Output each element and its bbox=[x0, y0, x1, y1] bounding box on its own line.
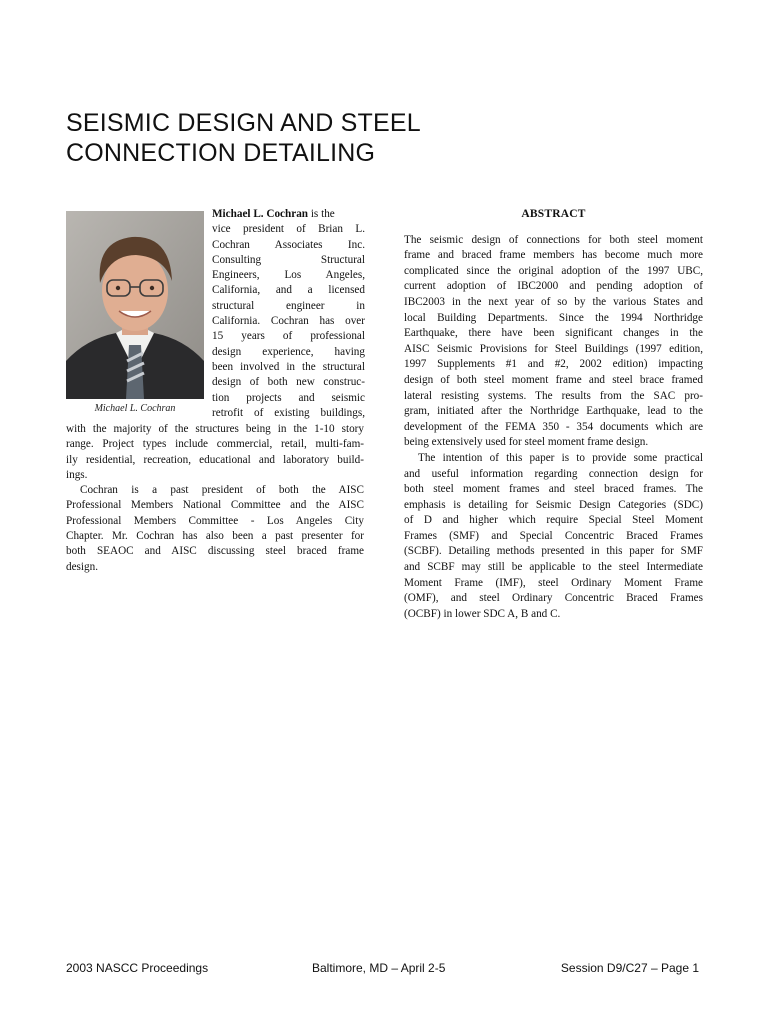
bio-line: Professional Members National Committee and the AISC bbox=[66, 499, 364, 512]
abstract-line: (OMF), and steel Ordinary Concentric Braced Frames bbox=[404, 592, 703, 605]
abstract-line: local Building Departments. Since the 1994 Northridge bbox=[404, 311, 703, 324]
abstract-line: emphasis is detailing for Seismic Design Categories (SDC) bbox=[404, 498, 703, 511]
bio-line: Consulting Structural bbox=[212, 253, 365, 266]
abstract-line: lateral resisting systems. The results from the SAC pro- bbox=[404, 389, 703, 402]
bio-line: Michael L. Cochran is the bbox=[212, 208, 335, 220]
abstract-line: development of the FEMA 350 - 354 documents which are bbox=[404, 420, 703, 433]
footer-location: Baltimore, MD – April 2-5 bbox=[312, 961, 446, 975]
abstract-line: of D and higher which require Special Steel Moment bbox=[404, 514, 703, 527]
bio-line: Professional Members Committee - Los Angeles City bbox=[66, 514, 364, 527]
bio-line: structural engineer in bbox=[212, 299, 365, 312]
abstract-line: both steel moment frames and steel braced frames. The bbox=[404, 483, 703, 496]
bio-line: California, and a licensed bbox=[212, 284, 365, 297]
abstract-line: Earthquake, there have been significant changes in the bbox=[404, 327, 703, 340]
bio-line: 15 years of professional bbox=[212, 330, 365, 343]
author-name: Michael L. Cochran bbox=[212, 208, 309, 220]
abstract-line: and SCBF may still be applicable to the steel Intermediate bbox=[404, 561, 703, 574]
abstract-line: IBC2003 in the next year of so by the various States and bbox=[404, 295, 703, 308]
bio-line: with the majority of the structures being in the 1-10 story bbox=[66, 423, 364, 435]
bio-line: tion projects and seismic bbox=[212, 391, 365, 404]
footer-proceedings: 2003 NASCC Proceedings bbox=[66, 961, 209, 975]
footer-session-page: Session D9/C27 – Page 1 bbox=[560, 961, 699, 975]
page-footer bbox=[66, 961, 699, 977]
abstract-line: gram, initiated after the Northridge Earthquake, lead to the bbox=[404, 405, 703, 418]
abstract-line: AISC Seismic Provisions for Steel Buildings (1997 edition, bbox=[404, 342, 703, 355]
bio-line: design experience, having bbox=[212, 345, 365, 358]
abstract-line: and useful information regarding connection design for bbox=[404, 467, 703, 480]
abstract-line: (SCBF). Detailing methods presented in this paper for SMF bbox=[404, 545, 703, 558]
bio-line: design of both new construc- bbox=[212, 376, 365, 389]
abstract-line: Moment Frame (IMF), steel Ordinary Moment Frame bbox=[404, 576, 703, 589]
bio-line: range. Project types include commercial, retail, multi-fam- bbox=[66, 438, 364, 451]
abstract-line: (OCBF) in lower SDC A, B and C. bbox=[404, 607, 561, 620]
title-line: CONNECTION DETAILING bbox=[66, 139, 376, 167]
abstract-line: The seismic design of connections for both steel moment bbox=[404, 233, 703, 246]
bio-line: retrofit of existing buildings, bbox=[212, 406, 365, 419]
abstract-line: The intention of this paper is to provide some practical bbox=[418, 451, 703, 464]
bio-line: Engineers, Los Angeles, bbox=[212, 269, 365, 282]
abstract-line: 1997 Supplements #1 and #2, 2002 edition) impacting bbox=[404, 358, 703, 371]
abstract-line: complicated since the original adoption of the 1997 UBC, bbox=[404, 264, 703, 277]
bio-line: California. Cochran has over bbox=[212, 315, 365, 328]
bio-line: design. bbox=[66, 560, 99, 573]
bio-line: Cochran Associates Inc. bbox=[212, 238, 365, 251]
author-bio-full bbox=[66, 422, 364, 575]
abstract-heading: ABSTRACT bbox=[521, 208, 586, 220]
author-photo-block bbox=[66, 211, 204, 414]
bio-line: been involved in the structural bbox=[212, 360, 365, 373]
title-line: SEISMIC DESIGN AND STEEL bbox=[66, 109, 421, 137]
abstract-section bbox=[404, 207, 703, 622]
author-photo bbox=[66, 211, 204, 399]
abstract-line: current adoption of IBC2000 and pending adoption of bbox=[404, 280, 703, 293]
bio-line: vice president of Brian L. bbox=[212, 223, 365, 236]
paper-title bbox=[66, 108, 486, 168]
abstract-line: frame and braced frame members has become much more bbox=[404, 249, 703, 262]
bio-line: ings. bbox=[66, 468, 88, 481]
abstract-line: design of both steel moment frame and steel brace framed bbox=[404, 373, 703, 386]
photo-caption: Michael L. Cochran bbox=[94, 403, 176, 414]
bio-line: Cochran is a past president of both the AISC bbox=[80, 484, 364, 497]
bio-line: Chapter. Mr. Cochran has also been a past presenter for bbox=[66, 530, 364, 543]
abstract-line: being extensively used for steel moment frame design. bbox=[404, 436, 649, 449]
author-bio-side bbox=[212, 207, 365, 421]
bio-line: both SEAOC and AISC discussing steel braced frame bbox=[66, 545, 364, 558]
bio-line: ily residential, recreation, educational and laboratory build- bbox=[66, 453, 364, 466]
abstract-line: Frames (SMF) and Special Concentric Braced Frames bbox=[404, 529, 703, 542]
